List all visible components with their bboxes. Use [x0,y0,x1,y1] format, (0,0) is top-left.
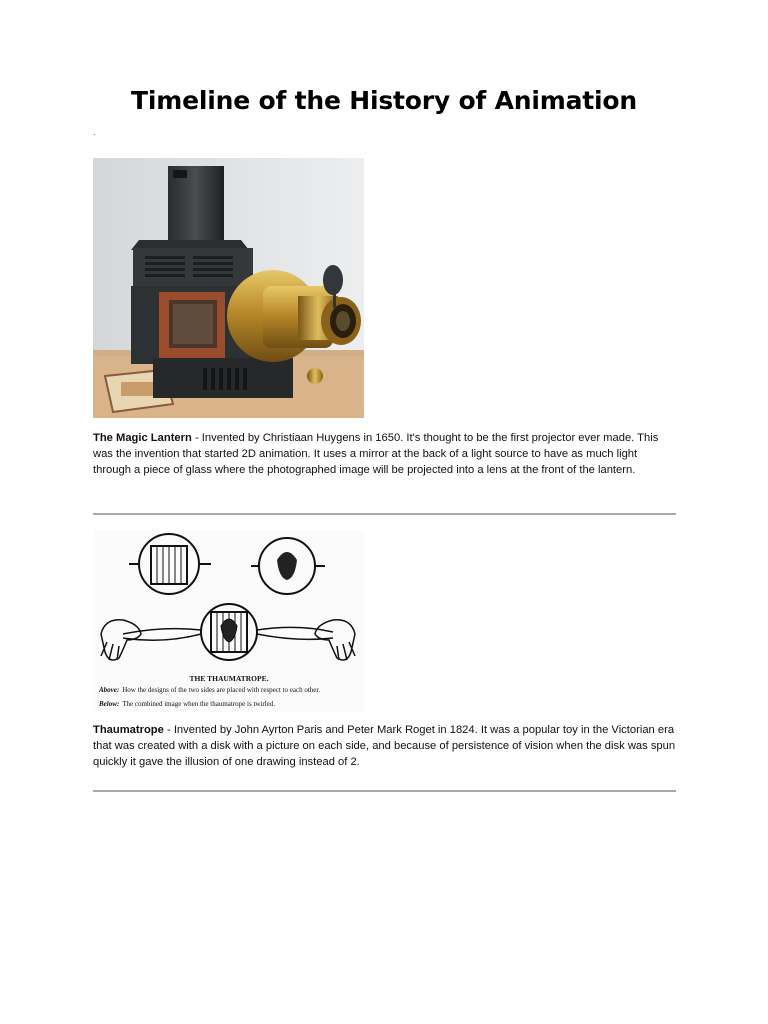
entry-title: Thaumatrope [93,724,164,736]
entry-separator: - [191,432,202,444]
magic-lantern-photo [93,158,364,418]
entry-thaumatrope [93,722,678,770]
entry-separator: - [163,724,174,736]
entry-description: Invented by Christiaan Huygens in 1650. It's thought to be the first projector ever made. This was the invention that started 2D animation. It uses a mirror at the back of a light source to have as much light through a piece of glass where the photographed image will be projected into a lens at the front of the lantern. [93,432,659,476]
page-title: Timeline of the History of Animation [131,86,637,115]
entry-magic-lantern [93,430,678,478]
illustration-caption-above: Above: How the designs of the two sides are placed with respect to each other. [99,686,321,694]
illustration-heading: THE THAUMATROPE. [189,674,269,683]
entry-description: Invented by John Ayrton Paris and Peter Mark Roget in 1824. It was a popular toy in the Victorian era that was created with a disk with a picture on each side, and because of persistence of vision when the disk was spun quickly it gave the illusion of one drawing instead of 2. [93,724,676,768]
entry-title: The Magic Lantern [93,432,192,444]
illustration-caption-below: Below: The combined image when the thaumatrope is twirled. [99,700,276,708]
thaumatrope-illustration [93,530,364,712]
stray-mark: . [93,127,96,137]
section-divider [93,513,676,515]
section-divider [93,790,676,792]
